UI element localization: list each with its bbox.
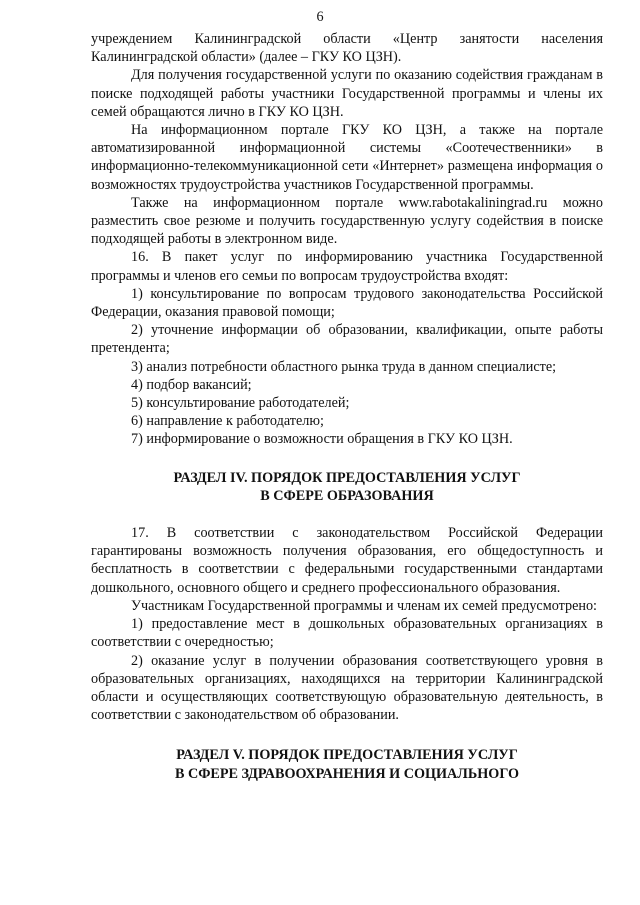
paragraph: Также на информационном портале www.rabotakaliningrad.ru можно разместить свое резюме и получить государственную услугу содействия в поиске подходящей работы в электронном виде. bbox=[91, 194, 603, 248]
paragraph: 16. В пакет услуг по информированию участника Государственной программы и членов его семьи по вопросам трудоустройства входят: bbox=[91, 249, 603, 284]
list-item: 1) предоставление мест в дошкольных образовательных организациях в соответствии с очередностью; bbox=[91, 616, 603, 651]
paragraph: На информационном портале ГКУ КО ЦЗН, а также на портале автоматизированной информационной системы «Соотечественники» в информационно-телекоммуникационной сети «Интернет» размещена информация о возможностях трудоустройства участников Государственной программы. bbox=[91, 122, 603, 193]
paragraph: Для получения государственной услуги по оказанию содействия гражданам в поиске подходящей работы участники Государственной программы и члены их семей обращаются лично в ГКУ КО ЦЗН. bbox=[91, 67, 603, 120]
list-item: 4) подбор вакансий; bbox=[131, 376, 252, 393]
list-item: 2) оказание услуг в получении образования соответствующего уровня в образовательных организациях, находящихся на территории Калининградской области и осуществляющих соответствующую образовательную деятельность, в соответствии с законодательством об образовании. bbox=[91, 652, 603, 724]
section-heading: РАЗДЕЛ V. ПОРЯДОК ПРЕДОСТАВЛЕНИЯ УСЛУГ bbox=[176, 747, 518, 764]
paragraph: Участникам Государственной программы и членам их семей предусмотрено: bbox=[131, 597, 597, 614]
paragraph: учреждением Калининградской области «Центр занятости населения Калининградской области» (далее – ГКУ КО ЦЗН). bbox=[91, 31, 603, 66]
list-item: 1) консультирование по вопросам трудового законодательства Российской Федерации, оказания правовой помощи; bbox=[91, 285, 603, 321]
section-heading: РАЗДЕЛ IV. ПОРЯДОК ПРЕДОСТАВЛЕНИЯ УСЛУГ bbox=[173, 469, 521, 486]
section-heading: В СФЕРЕ ЗДРАВООХРАНЕНИЯ И СОЦИАЛЬНОГО bbox=[174, 765, 520, 782]
list-item: 3) анализ потребности областного рынка труда в данном специалисте; bbox=[131, 358, 557, 375]
list-item: 2) уточнение информации об образовании, квалификации, опыте работы претендента; bbox=[91, 322, 603, 357]
list-item: 7) информирование о возможности обращения в ГКУ КО ЦЗН. bbox=[131, 431, 513, 448]
section-heading: В СФЕРЕ ОБРАЗОВАНИЯ bbox=[260, 487, 434, 504]
list-item: 5) консультирование работодателей; bbox=[131, 395, 350, 412]
document-body bbox=[91, 30, 603, 783]
list-item: 6) направление к работодателю; bbox=[131, 413, 324, 430]
paragraph: 17. В соответствии с законодательством Российской Федерации гарантированы возможность получения образования, его общедоступность и бесплатность в соответствии с федеральными государственными стандартами дошкольного, основного общего и среднего профессионального образования. bbox=[91, 525, 603, 596]
page-number: 6 bbox=[316, 9, 324, 25]
